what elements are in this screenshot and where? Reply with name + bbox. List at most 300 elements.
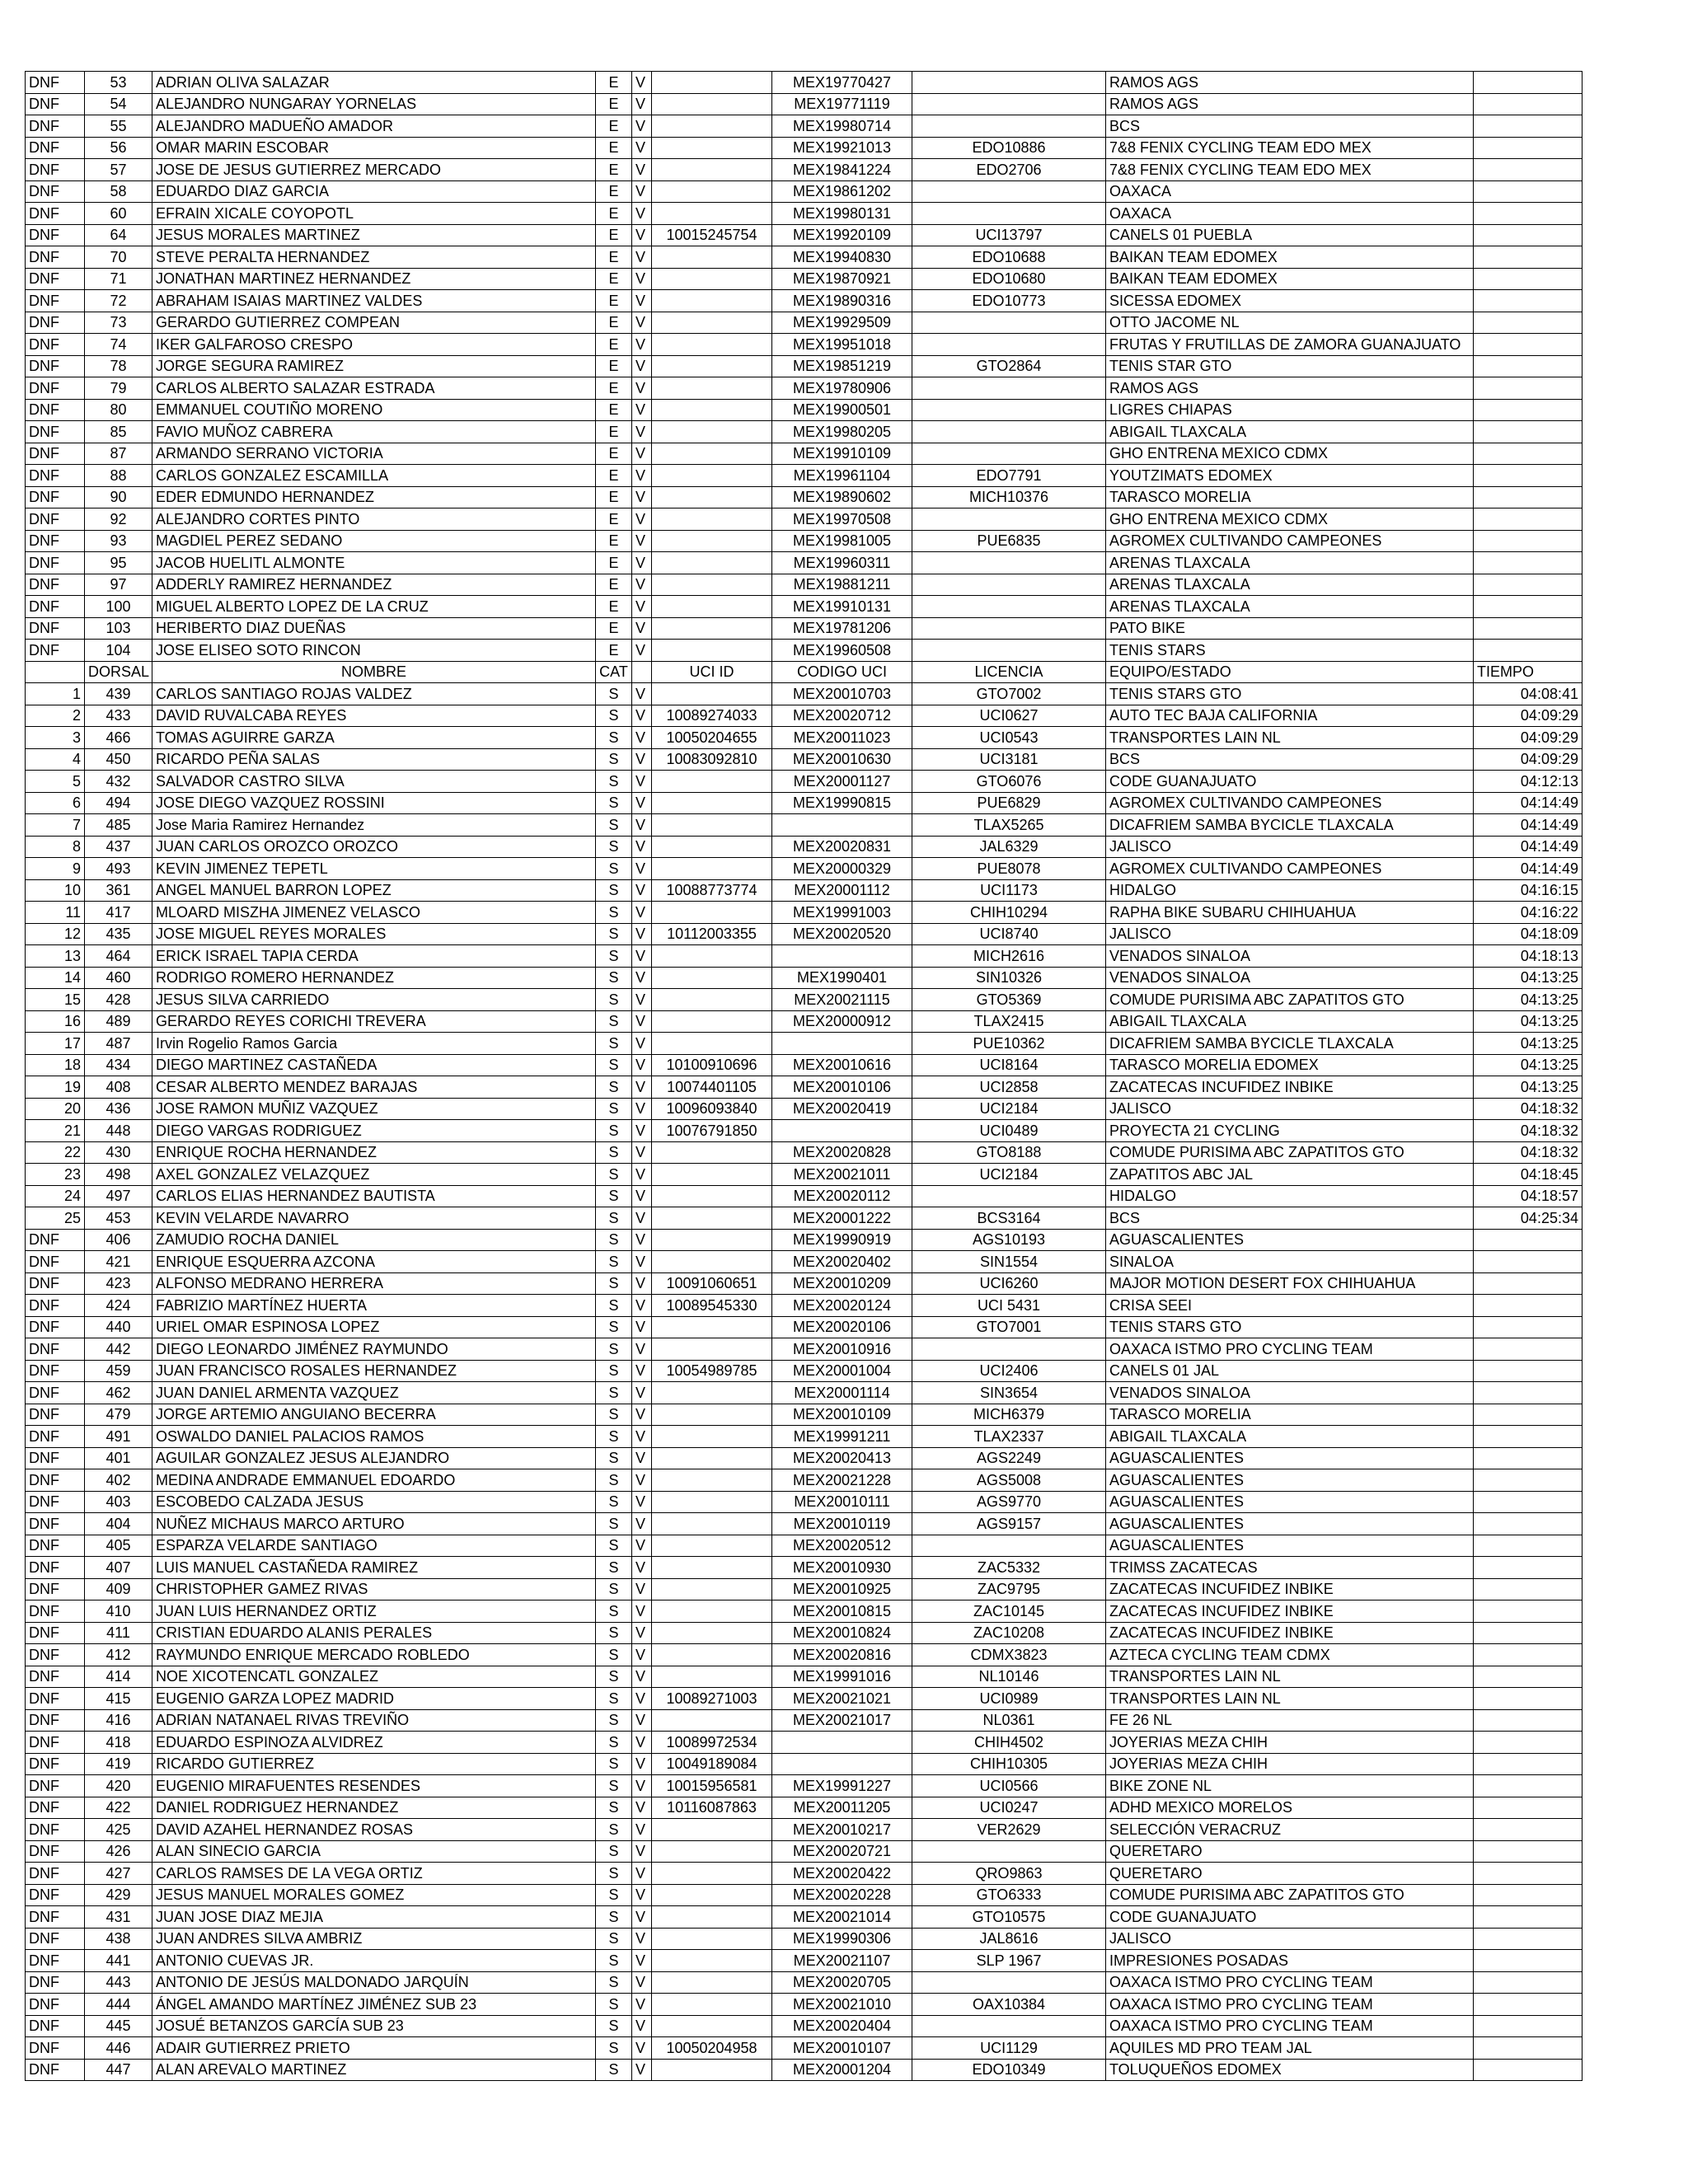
cell-pos: DNF [26, 1688, 85, 1710]
cell-licencia: MICH10376 [912, 486, 1106, 509]
cell-codigo-uci: MEX19991211 [772, 1426, 912, 1448]
cell-dorsal: 459 [85, 1360, 152, 1382]
cell-equipo: OAXACA ISTMO PRO CYCLING TEAM [1106, 1971, 1474, 1994]
cell-tiempo [1474, 1535, 1582, 1557]
cell-licencia: UCI1129 [912, 2037, 1106, 2060]
cell-dorsal: 437 [85, 836, 152, 858]
cell-cat: S [596, 748, 632, 771]
cell-dorsal: 87 [85, 443, 152, 465]
cell-equipo: ARENAS TLAXCALA [1106, 574, 1474, 596]
cell-dorsal: 409 [85, 1578, 152, 1601]
cell-codigo-uci: MEX19929509 [772, 312, 912, 334]
cell-licencia [912, 552, 1106, 574]
cell-cat: E [596, 246, 632, 269]
cell-cat: S [596, 1666, 632, 1688]
cell-nombre: ALAN AREVALO MARTINEZ [152, 2059, 596, 2081]
cell-equipo: VENADOS SINALOA [1106, 1382, 1474, 1404]
cell-dorsal: 64 [85, 224, 152, 246]
cell-uci-id [652, 1666, 772, 1688]
cell-dorsal: 57 [85, 159, 152, 181]
cell-tiempo: 04:14:49 [1474, 814, 1582, 837]
cell-pos: DNF [26, 1622, 85, 1644]
cell-nombre: CRISTIAN EDUARDO ALANIS PERALES [152, 1622, 596, 1644]
cell-equipo: BAIKAN TEAM EDOMEX [1106, 268, 1474, 290]
cell-equipo: AQUILES MD PRO TEAM JAL [1106, 2037, 1474, 2060]
cell-dorsal: 72 [85, 290, 152, 312]
cell-pos: 21 [26, 1120, 85, 1142]
cell-uci-id [652, 465, 772, 487]
cell-equipo: OTTO JACOME NL [1106, 312, 1474, 334]
cell-dorsal: 60 [85, 203, 152, 225]
cell-dorsal: 419 [85, 1753, 152, 1775]
cell-v: V [632, 399, 652, 421]
cell-pos: DNF [26, 617, 85, 640]
table-row [26, 1382, 1582, 1404]
cell-nombre: JUAN LUIS HERNANDEZ ORTIZ [152, 1601, 596, 1623]
cell-codigo-uci: MEX19980205 [772, 421, 912, 443]
cell-cat: S [596, 1797, 632, 1819]
cell-licencia [912, 617, 1106, 640]
cell-pos: DNF [26, 640, 85, 662]
cell-codigo-uci: MEX19841224 [772, 159, 912, 181]
table-row [26, 72, 1582, 94]
cell-codigo-uci: MEX20020124 [772, 1295, 912, 1317]
cell-uci-id [652, 246, 772, 269]
cell-cat: S [596, 1644, 632, 1666]
cell-v: V [632, 836, 652, 858]
cell-tiempo: 04:18:09 [1474, 923, 1582, 945]
table-row [26, 902, 1582, 924]
cell-uci-id: 10089271003 [652, 1688, 772, 1710]
cell-equipo: RAMOS AGS [1106, 72, 1474, 94]
table-row [26, 1557, 1582, 1579]
table-row [26, 180, 1582, 203]
table-row [26, 1185, 1582, 1207]
cell-nombre: RODRIGO ROMERO HERNANDEZ [152, 967, 596, 989]
cell-pos: DNF [26, 1404, 85, 1426]
cell-pos: DNF [26, 1601, 85, 1623]
header-v [632, 661, 652, 683]
results-table-bottom-section [26, 683, 1582, 2081]
cell-tiempo [1474, 2015, 1582, 2037]
cell-dorsal: 421 [85, 1251, 152, 1273]
cell-licencia: ZAC5332 [912, 1557, 1106, 1579]
cell-codigo-uci: MEX20020721 [772, 1840, 912, 1863]
cell-pos: DNF [26, 1426, 85, 1448]
cell-cat: S [596, 2037, 632, 2060]
cell-uci-id [652, 1164, 772, 1186]
cell-pos: 14 [26, 967, 85, 989]
cell-pos: DNF [26, 530, 85, 552]
cell-cat: E [596, 443, 632, 465]
table-row [26, 1469, 1582, 1492]
cell-tiempo [1474, 443, 1582, 465]
cell-dorsal: 429 [85, 1884, 152, 1906]
cell-nombre: DAVID RUVALCABA REYES [152, 705, 596, 727]
cell-tiempo [1474, 1928, 1582, 1950]
cell-nombre: RICARDO GUTIERREZ [152, 1753, 596, 1775]
cell-tiempo: 04:09:29 [1474, 727, 1582, 749]
cell-v: V [632, 1447, 652, 1469]
cell-nombre: Irvin Rogelio Ramos Garcia [152, 1033, 596, 1055]
cell-pos: DNF [26, 1316, 85, 1338]
cell-equipo: BAIKAN TEAM EDOMEX [1106, 246, 1474, 269]
cell-nombre: ADAIR GUTIERREZ PRIETO [152, 2037, 596, 2060]
cell-codigo-uci: MEX20020705 [772, 1971, 912, 1994]
table-row [26, 617, 1582, 640]
cell-cat: S [596, 1141, 632, 1164]
cell-tiempo [1474, 1709, 1582, 1732]
cell-licencia [912, 72, 1106, 94]
cell-dorsal: 406 [85, 1229, 152, 1251]
cell-tiempo: 04:14:49 [1474, 792, 1582, 814]
cell-nombre: EUGENIO GARZA LOPEZ MADRID [152, 1688, 596, 1710]
cell-v: V [632, 2037, 652, 2060]
cell-equipo: AGUASCALIENTES [1106, 1535, 1474, 1557]
cell-pos: 3 [26, 727, 85, 749]
table-row [26, 879, 1582, 902]
cell-tiempo [1474, 1819, 1582, 1841]
cell-nombre: MIGUEL ALBERTO LOPEZ DE LA CRUZ [152, 596, 596, 618]
cell-v: V [632, 945, 652, 968]
cell-uci-id [652, 1906, 772, 1929]
table-row [26, 1513, 1582, 1535]
cell-equipo: HIDALGO [1106, 1185, 1474, 1207]
cell-equipo: RAPHA BIKE SUBARU CHIHUAHUA [1106, 902, 1474, 924]
cell-uci-id [652, 2015, 772, 2037]
cell-tiempo: 04:08:41 [1474, 683, 1582, 705]
cell-tiempo [1474, 1491, 1582, 1513]
table-row [26, 421, 1582, 443]
cell-tiempo: 04:18:13 [1474, 945, 1582, 968]
table-row [26, 1447, 1582, 1469]
cell-tiempo [1474, 180, 1582, 203]
cell-equipo: JALISCO [1106, 923, 1474, 945]
cell-uci-id [652, 2059, 772, 2081]
cell-uci-id [652, 836, 772, 858]
cell-cat: E [596, 290, 632, 312]
cell-v: V [632, 1578, 652, 1601]
cell-uci-id [652, 683, 772, 705]
cell-v: V [632, 1884, 652, 1906]
header-licencia: LICENCIA [912, 661, 1106, 683]
table-row [26, 1076, 1582, 1099]
cell-v: V [632, 879, 652, 902]
cell-dorsal: 453 [85, 1207, 152, 1230]
cell-tiempo: 04:14:49 [1474, 836, 1582, 858]
cell-nombre: CESAR ALBERTO MENDEZ BARAJAS [152, 1076, 596, 1099]
cell-nombre: EDER EDMUNDO HERNANDEZ [152, 486, 596, 509]
table-row [26, 1316, 1582, 1338]
cell-dorsal: 479 [85, 1404, 152, 1426]
cell-v: V [632, 1840, 652, 1863]
cell-tiempo [1474, 421, 1582, 443]
cell-v: V [632, 967, 652, 989]
cell-tiempo [1474, 1557, 1582, 1579]
cell-cat: S [596, 1906, 632, 1929]
cell-uci-id [652, 1928, 772, 1950]
cell-pos: 1 [26, 683, 85, 705]
cell-tiempo [1474, 1797, 1582, 1819]
cell-nombre: MLOARD MISZHA JIMENEZ VELASCO [152, 902, 596, 924]
cell-equipo: AZTECA CYCLING TEAM CDMX [1106, 1644, 1474, 1666]
cell-equipo: ABIGAIL TLAXCALA [1106, 1010, 1474, 1033]
cell-tiempo [1474, 1360, 1582, 1382]
cell-dorsal: 466 [85, 727, 152, 749]
cell-pos: DNF [26, 443, 85, 465]
table-row [26, 1775, 1582, 1797]
cell-tiempo [1474, 1513, 1582, 1535]
cell-codigo-uci: MEX20021014 [772, 1906, 912, 1929]
cell-tiempo [1474, 509, 1582, 531]
cell-nombre: ESPARZA VELARDE SANTIAGO [152, 1535, 596, 1557]
cell-v: V [632, 312, 652, 334]
cell-licencia: CHIH4502 [912, 1732, 1106, 1754]
cell-licencia: UCI6260 [912, 1272, 1106, 1295]
cell-v: V [632, 705, 652, 727]
header-tiempo: TIEMPO [1474, 661, 1582, 683]
cell-codigo-uci: MEX19990919 [772, 1229, 912, 1251]
table-row [26, 1863, 1582, 1885]
cell-pos: DNF [26, 1447, 85, 1469]
header-dorsal: DORSAL [85, 661, 152, 683]
cell-v: V [632, 1732, 652, 1754]
cell-pos: DNF [26, 2037, 85, 2060]
table-row [26, 1164, 1582, 1186]
cell-codigo-uci: MEX19970508 [772, 509, 912, 531]
cell-codigo-uci: MEX20020520 [772, 923, 912, 945]
cell-equipo: COMUDE PURISIMA ABC ZAPATITOS GTO [1106, 1884, 1474, 1906]
table-row [26, 93, 1582, 115]
cell-codigo-uci: MEX20010209 [772, 1272, 912, 1295]
cell-dorsal: 446 [85, 2037, 152, 2060]
header-codigo-uci: CODIGO UCI [772, 661, 912, 683]
cell-pos: DNF [26, 509, 85, 531]
cell-uci-id [652, 290, 772, 312]
cell-licencia [912, 377, 1106, 400]
cell-cat: S [596, 1382, 632, 1404]
cell-cat: S [596, 902, 632, 924]
cell-v: V [632, 509, 652, 531]
cell-v: V [632, 1819, 652, 1841]
cell-uci-id: 10088773774 [652, 879, 772, 902]
cell-licencia: GTO10575 [912, 1906, 1106, 1929]
cell-pos: DNF [26, 1709, 85, 1732]
cell-cat: E [596, 203, 632, 225]
cell-v: V [632, 902, 652, 924]
header-row [26, 661, 1582, 683]
cell-nombre: EDUARDO ESPINOZA ALVIDREZ [152, 1732, 596, 1754]
cell-cat: S [596, 1578, 632, 1601]
cell-codigo-uci: MEX20001204 [772, 2059, 912, 2081]
cell-cat: S [596, 1709, 632, 1732]
cell-uci-id: 10089972534 [652, 1732, 772, 1754]
cell-nombre: URIEL OMAR ESPINOSA LOPEZ [152, 1316, 596, 1338]
cell-pos: DNF [26, 1994, 85, 2016]
cell-nombre: JESUS MORALES MARTINEZ [152, 224, 596, 246]
cell-cat: S [596, 1404, 632, 1426]
cell-pos: 4 [26, 748, 85, 771]
cell-v: V [632, 72, 652, 94]
cell-equipo: COMUDE PURISIMA ABC ZAPATITOS GTO [1106, 1141, 1474, 1164]
cell-tiempo [1474, 1404, 1582, 1426]
cell-pos: DNF [26, 246, 85, 269]
table-row [26, 2059, 1582, 2081]
cell-v: V [632, 1950, 652, 1972]
cell-nombre: KEVIN VELARDE NAVARRO [152, 1207, 596, 1230]
cell-nombre: ERICK ISRAEL TAPIA CERDA [152, 945, 596, 968]
cell-codigo-uci: MEX19990306 [772, 1928, 912, 1950]
cell-pos: 11 [26, 902, 85, 924]
cell-codigo-uci: MEX20010925 [772, 1578, 912, 1601]
cell-equipo: TENIS STARS GTO [1106, 683, 1474, 705]
cell-equipo: BCS [1106, 115, 1474, 138]
cell-uci-id [652, 1338, 772, 1361]
cell-pos: DNF [26, 203, 85, 225]
cell-dorsal: 97 [85, 574, 152, 596]
cell-cat: E [596, 509, 632, 531]
cell-nombre: JUAN JOSE DIAZ MEJIA [152, 1906, 596, 1929]
cell-v: V [632, 1426, 652, 1448]
table-row [26, 1601, 1582, 1623]
cell-uci-id [652, 1557, 772, 1579]
cell-codigo-uci: MEX20010217 [772, 1819, 912, 1841]
cell-licencia: MICH6379 [912, 1404, 1106, 1426]
cell-nombre: AGUILAR GONZALEZ JESUS ALEJANDRO [152, 1447, 596, 1469]
cell-dorsal: 361 [85, 879, 152, 902]
cell-v: V [632, 1928, 652, 1950]
cell-tiempo: 04:13:25 [1474, 1010, 1582, 1033]
cell-licencia: GTO6333 [912, 1884, 1106, 1906]
cell-licencia: AGS9157 [912, 1513, 1106, 1535]
table-row [26, 290, 1582, 312]
cell-licencia [912, 443, 1106, 465]
cell-dorsal: 447 [85, 2059, 152, 2081]
cell-licencia [912, 203, 1106, 225]
cell-v: V [632, 1076, 652, 1099]
header-cat: CAT [596, 661, 632, 683]
cell-uci-id [652, 1994, 772, 2016]
cell-pos: DNF [26, 399, 85, 421]
cell-v: V [632, 1863, 652, 1885]
cell-v: V [632, 1295, 652, 1317]
cell-nombre: JORGE ARTEMIO ANGUIANO BECERRA [152, 1404, 596, 1426]
cell-equipo: VENADOS SINALOA [1106, 945, 1474, 968]
cell-equipo: TRANSPORTES LAIN NL [1106, 1688, 1474, 1710]
cell-uci-id [652, 399, 772, 421]
cell-licencia [912, 1535, 1106, 1557]
cell-codigo-uci: MEX20000912 [772, 1010, 912, 1033]
cell-uci-id [652, 1709, 772, 1732]
cell-tiempo [1474, 1601, 1582, 1623]
cell-dorsal: 56 [85, 137, 152, 159]
cell-nombre: JUAN FRANCISCO ROSALES HERNANDEZ [152, 1360, 596, 1382]
cell-v: V [632, 1054, 652, 1076]
cell-pos: DNF [26, 574, 85, 596]
cell-tiempo: 04:18:32 [1474, 1098, 1582, 1120]
cell-uci-id [652, 1491, 772, 1513]
cell-nombre: JACOB HUELITL ALMONTE [152, 552, 596, 574]
cell-codigo-uci: MEX20020112 [772, 1185, 912, 1207]
cell-uci-id [652, 268, 772, 290]
cell-v: V [632, 246, 652, 269]
cell-v: V [632, 1797, 652, 1819]
cell-equipo: ZACATECAS INCUFIDEZ INBIKE [1106, 1601, 1474, 1623]
cell-cat: S [596, 945, 632, 968]
cell-cat: S [596, 1557, 632, 1579]
table-row [26, 1666, 1582, 1688]
cell-uci-id [652, 1840, 772, 1863]
table-row [26, 203, 1582, 225]
cell-v: V [632, 640, 652, 662]
cell-tiempo [1474, 2037, 1582, 2060]
cell-equipo: RAMOS AGS [1106, 93, 1474, 115]
cell-uci-id [652, 1382, 772, 1404]
table-row [26, 486, 1582, 509]
cell-v: V [632, 268, 652, 290]
cell-uci-id [652, 1469, 772, 1492]
results-table-header-section [26, 661, 1582, 683]
cell-uci-id [652, 1884, 772, 1906]
cell-tiempo [1474, 640, 1582, 662]
cell-codigo-uci: MEX20001127 [772, 771, 912, 793]
cell-nombre: NOE XICOTENCATL GONZALEZ [152, 1666, 596, 1688]
cell-pos: DNF [26, 1906, 85, 1929]
cell-nombre: STEVE PERALTA HERNANDEZ [152, 246, 596, 269]
table-row [26, 792, 1582, 814]
cell-uci-id: 10089545330 [652, 1295, 772, 1317]
cell-tiempo [1474, 1578, 1582, 1601]
cell-licencia [912, 421, 1106, 443]
cell-codigo-uci: MEX20020816 [772, 1644, 912, 1666]
cell-uci-id [652, 377, 772, 400]
cell-codigo-uci: MEX20010111 [772, 1491, 912, 1513]
cell-licencia: UCI1173 [912, 879, 1106, 902]
cell-uci-id [652, 1513, 772, 1535]
cell-uci-id [652, 640, 772, 662]
cell-pos: DNF [26, 1753, 85, 1775]
cell-v: V [632, 1601, 652, 1623]
cell-v: V [632, 421, 652, 443]
cell-v: V [632, 1010, 652, 1033]
cell-licencia: UCI0247 [912, 1797, 1106, 1819]
cell-pos: DNF [26, 1229, 85, 1251]
table-row [26, 574, 1582, 596]
cell-equipo: ARENAS TLAXCALA [1106, 552, 1474, 574]
cell-nombre: ALAN SINECIO GARCIA [152, 1840, 596, 1863]
cell-codigo-uci: MEX20021107 [772, 1950, 912, 1972]
cell-nombre: CARLOS ELIAS HERNANDEZ BAUTISTA [152, 1185, 596, 1207]
cell-cat: S [596, 1884, 632, 1906]
cell-nombre: EMMANUEL COUTIÑO MORENO [152, 399, 596, 421]
cell-nombre: JORGE SEGURA RAMIREZ [152, 355, 596, 377]
cell-nombre: RICARDO PEÑA SALAS [152, 748, 596, 771]
cell-equipo: JALISCO [1106, 836, 1474, 858]
cell-codigo-uci: MEX20010616 [772, 1054, 912, 1076]
cell-codigo-uci: MEX20020831 [772, 836, 912, 858]
cell-uci-id [652, 552, 772, 574]
cell-uci-id: 10050204655 [652, 727, 772, 749]
cell-cat: S [596, 1732, 632, 1754]
cell-dorsal: 440 [85, 1316, 152, 1338]
cell-dorsal: 415 [85, 1688, 152, 1710]
cell-tiempo [1474, 334, 1582, 356]
cell-uci-id [652, 355, 772, 377]
cell-v: V [632, 1316, 652, 1338]
cell-cat: E [596, 640, 632, 662]
cell-cat: E [596, 159, 632, 181]
cell-dorsal: 93 [85, 530, 152, 552]
